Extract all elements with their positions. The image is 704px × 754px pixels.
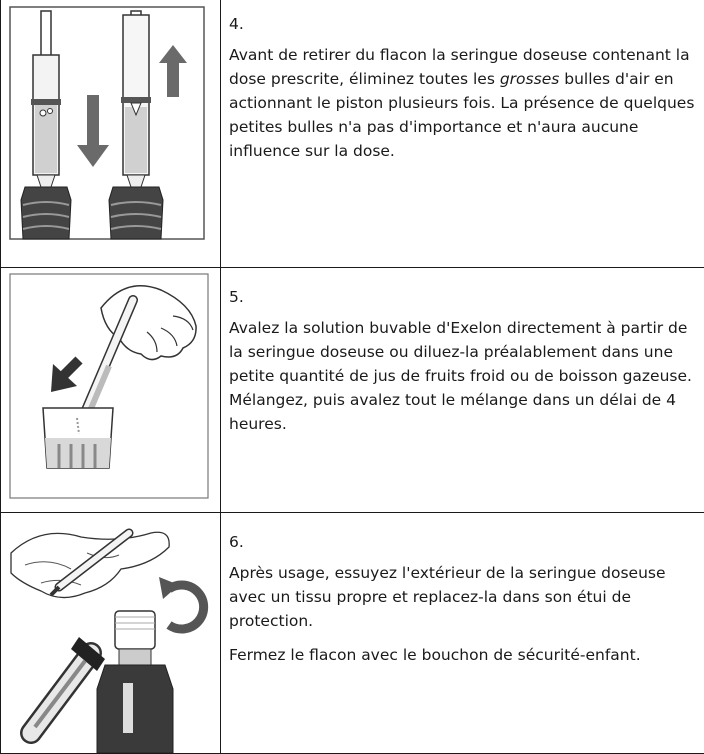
step-5-illustration-cell: [1, 268, 221, 513]
tissue-wiping-illustration: [11, 532, 169, 597]
step-4-number: 4.: [229, 15, 704, 33]
arrow-up-icon: [159, 45, 187, 97]
step-6-illustration: [1, 513, 220, 753]
step-4-text-before: Avant de retirer du flacon la seringue doseuse contenant la dose prescrite, éliminez toutes les: [229, 46, 690, 88]
syringe-bottle-right: [109, 11, 163, 239]
step-6-instruction-wipe: Après usage, essuyez l'extérieur de la seringue doseuse avec un tissu propre et replacez-la dans son étui de protection.: [229, 561, 697, 633]
step-4-text-after: bulles d'air en actionnant le piston plusieurs fois. La présence de quelques petites bulles n'a pas d'importance et n'aura aucune influence sur la dose.: [229, 70, 694, 160]
step-5-illustration: [1, 268, 220, 508]
step-5-instruction: Avalez la solution buvable d'Exelon directement à partir de la seringue doseuse ou diluez-la préalablement dans une petite quantité de jus de fruits froid ou de boisson gazeuse. Mélangez, puis avalez tout le mélange dans un délai de 4 heures.: [229, 316, 697, 436]
arrow-down-icon: [77, 95, 109, 167]
step-4-text-cell: [221, 0, 704, 268]
step-4-text-emphasis: grosses: [500, 70, 559, 88]
rotate-arrow-icon: [159, 577, 204, 629]
step-4-illustration: [1, 0, 220, 245]
step-4-illustration-cell: [1, 0, 221, 268]
step-row-4: [1, 0, 704, 268]
step-row-5: [1, 268, 704, 513]
step-6-text-cell: [221, 513, 704, 754]
step-6-number: 6.: [229, 533, 704, 551]
step-row-6: [1, 513, 704, 754]
step-4-instruction: [229, 43, 697, 163]
step-5-number: 5.: [229, 288, 704, 306]
arrow-down-left-icon: [51, 360, 79, 392]
bottle-illustration: [97, 611, 173, 753]
syringe-case-illustration: [31, 637, 105, 733]
step-6-instruction-close: Fermez le flacon avec le bouchon de sécurité-enfant.: [229, 643, 697, 667]
glass-illustration: [43, 408, 113, 468]
syringe-bottle-left: [21, 11, 71, 239]
step-5-text-cell: [221, 268, 704, 513]
step-6-illustration-cell: [1, 513, 221, 754]
